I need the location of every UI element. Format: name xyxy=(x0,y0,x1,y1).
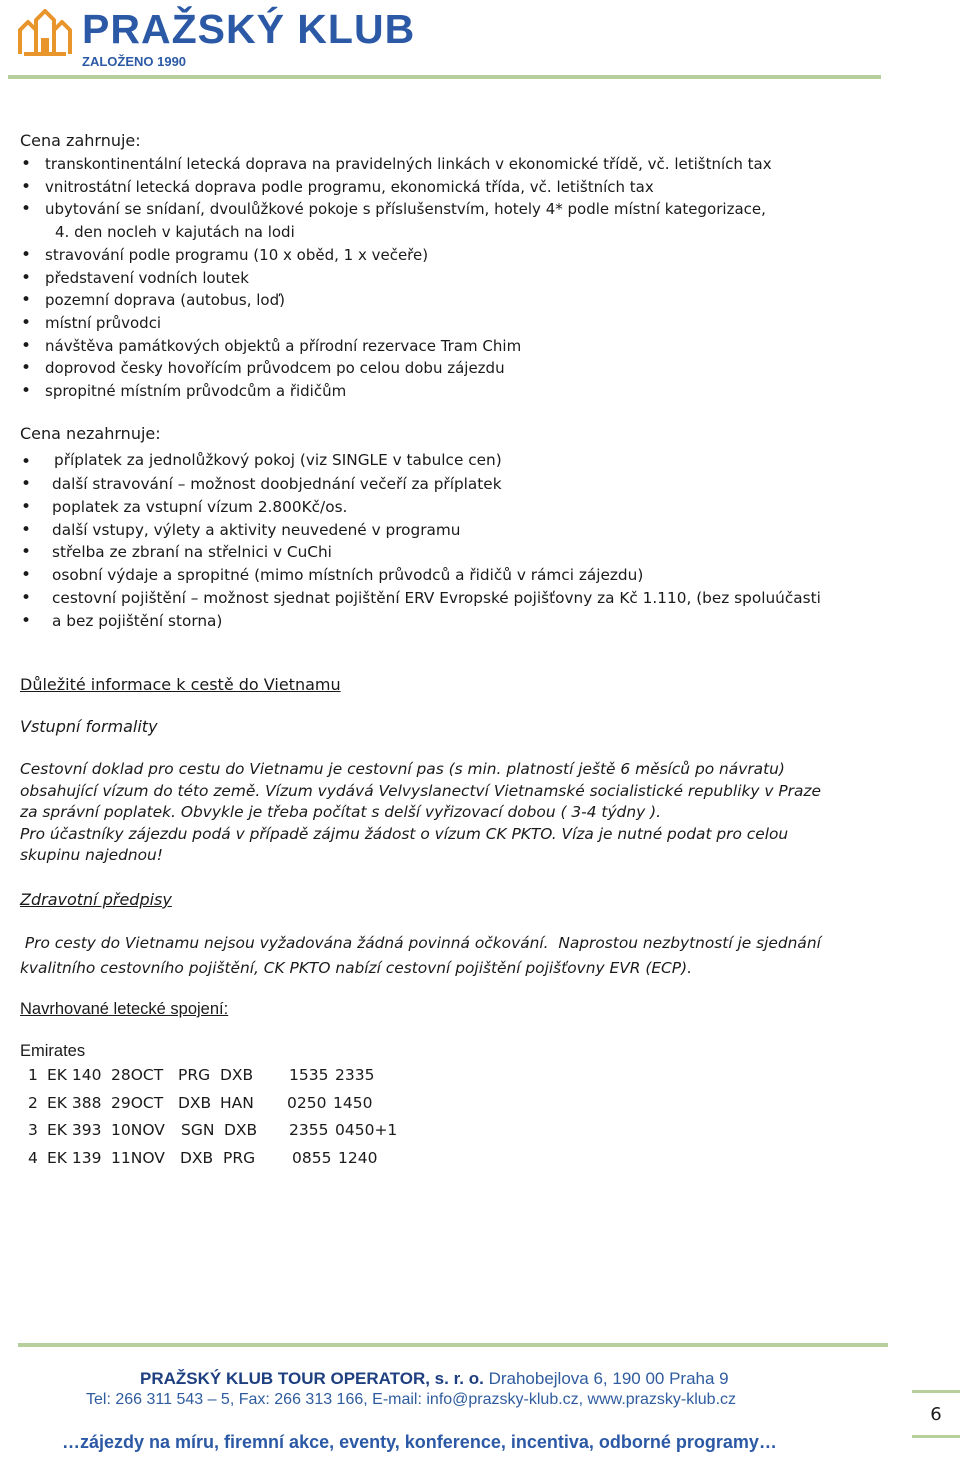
flight-from: DXB xyxy=(178,1093,212,1112)
entry-heading: Vstupní formality xyxy=(20,717,158,736)
list-item: • další vstupy, výlety a aktivity neuvedené v programu xyxy=(20,519,821,542)
footer-address: Drahobejlova 6, 190 00 Praha 9 xyxy=(488,1369,729,1388)
flights-heading: Navrhované letecké spojení: xyxy=(20,1000,229,1018)
excluded-section xyxy=(20,423,821,633)
flight-arrival: 1450 xyxy=(333,1093,373,1112)
footer-company-line xyxy=(140,1369,729,1389)
page-number-box xyxy=(912,1390,960,1438)
included-section xyxy=(20,130,772,403)
list-item: • další stravování – možnost doobjednání večeří za příplatek xyxy=(20,473,821,496)
included-list xyxy=(20,153,772,403)
flight-number-index: 1 xyxy=(28,1066,38,1084)
list-item: • místní průvodci xyxy=(20,312,772,335)
entry-line: Pro účastníky zájezdu podá v případě zájmu žádost o vízum CK PKTO. Víza je nutné podat pro celou xyxy=(20,824,789,843)
list-item: • představení vodních loutek xyxy=(20,267,772,290)
flight-number-index: 3 xyxy=(28,1121,38,1140)
flight-to: DXB xyxy=(224,1121,258,1140)
flight-code: EK 393 xyxy=(47,1121,102,1140)
excluded-heading: Cena nezahrnuje: xyxy=(20,424,161,443)
health-line: Pro cesty do Vietnamu nejsou vyžadována žádná povinná očkování. Naprostou nezbytností je sjednání xyxy=(20,934,821,952)
health-paragraph xyxy=(20,931,821,981)
flight-date: 10NOV xyxy=(111,1121,165,1140)
flight-to: DXB xyxy=(220,1066,254,1084)
flight-arrival: 0450+1 xyxy=(335,1121,398,1140)
list-item: • stravování podle programu (10 x oběd, 1 x večeře) xyxy=(20,244,772,267)
flight-arrival: 1240 xyxy=(338,1149,378,1168)
included-heading: Cena zahrnuje: xyxy=(20,131,141,150)
footer-company: PRAŽSKÝ KLUB TOUR OPERATOR, s. r. o. xyxy=(140,1369,484,1388)
list-item: • cestovní pojištění – možnost sjednat pojištění ERV Evropské pojišťovny za Kč 1.110, (bez spoluúčasti xyxy=(20,587,821,610)
flight-date: 11NOV xyxy=(111,1149,165,1168)
list-item: • transkontinentální letecká doprava na pravidelných linkách v ekonomické třídě, vč. letištních tax xyxy=(20,153,772,176)
list-item: • spropitné místním průvodcům a řidičům xyxy=(20,380,772,403)
flight-departure: 2355 xyxy=(289,1121,329,1140)
airline-name: Emirates xyxy=(20,1042,86,1060)
flight-date: 29OCT xyxy=(111,1093,164,1112)
footer-contacts: Tel: 266 311 543 – 5, Fax: 266 313 166, E-mail: info@prazsky-klub.cz, www.prazsky-klub.cz xyxy=(86,1391,737,1408)
entry-line: skupinu najednou! xyxy=(20,846,163,864)
flight-from: SGN xyxy=(181,1121,215,1140)
flight-number-index: 4 xyxy=(28,1149,38,1168)
health-heading: Zdravotní předpisy xyxy=(20,890,172,909)
logo-subtitle: ZALOŽENO 1990 xyxy=(82,54,187,69)
entry-line: za správní poplatek. Obvykle je třeba počítat s delší vyřizovací dobou ( 3-4 týdny ). xyxy=(20,803,661,821)
flight-code: EK 388 xyxy=(47,1093,102,1112)
flight-departure: 0855 xyxy=(292,1149,332,1168)
list-item: • osobní výdaje a spropitné (mimo místních průvodců a řidičů v rámci zájezdu) xyxy=(20,564,821,587)
entry-line: obsahující vízum do této země. Vízum vydává Velvyslanectví Vietnamské socialistické republiky v Praze xyxy=(20,781,821,800)
list-item: • střelba ze zbraní na střelnici v CuChi xyxy=(20,541,821,564)
list-item: • vnitrostátní letecká doprava podle programu, ekonomická třída, vč. letištních tax xyxy=(20,176,772,199)
info-heading: Důležité informace k cestě do Vietnamu xyxy=(20,675,341,694)
list-item: • návštěva památkových objektů a přírodní rezervace Tram Chim xyxy=(20,335,772,358)
health-line: kvalitního cestovního pojištění, CK PKTO nabízí cestovní pojištění pojišťovny EVR (ECP). xyxy=(20,959,692,977)
list-item: • doprovod česky hovořícím průvodcem po celou dobu zájezdu xyxy=(20,357,772,380)
flight-from: PRG xyxy=(178,1066,211,1084)
flight-from: DXB xyxy=(180,1149,214,1168)
list-item-continuation: • a bez pojištění storna) xyxy=(20,610,821,633)
list-item: 4. den nocleh v kajutách na lodi xyxy=(55,223,295,242)
flight-date: 28OCT xyxy=(111,1066,164,1084)
flight-number-index: 2 xyxy=(28,1093,38,1112)
flight-code: EK 140 xyxy=(47,1066,102,1084)
flight-departure: 1535 xyxy=(289,1066,329,1084)
header-divider xyxy=(8,75,881,79)
flight-departure: 0250 xyxy=(287,1093,327,1112)
list-item: • ubytování se snídaní, dvoulůžkové pokoje s příslušenstvím, hotely 4* podle místní kategorizace, xyxy=(20,198,772,221)
excluded-list xyxy=(20,447,821,633)
list-item: • příplatek za jednolůžkový pokoj (viz SINGLE v tabulce cen) xyxy=(20,447,821,473)
entry-line: Cestovní doklad pro cestu do Vietnamu je cestovní pas (s min. platností ještě 6 měsíců po návratu) xyxy=(20,760,785,778)
logo-title: PRAŽSKÝ KLUB xyxy=(82,6,416,52)
list-item: • pozemní doprava (autobus, loď) xyxy=(20,289,772,312)
flight-code: EK 139 xyxy=(47,1149,102,1168)
flight-arrival: 2335 xyxy=(335,1066,375,1084)
flight-to: HAN xyxy=(220,1093,254,1112)
entry-paragraph xyxy=(20,759,821,867)
prague-castle-icon xyxy=(16,8,74,60)
list-item: • poplatek za vstupní vízum 2.800Kč/os. xyxy=(20,496,821,519)
flight-to: PRG xyxy=(223,1149,256,1168)
company-logo xyxy=(16,6,436,72)
page-number: 6 xyxy=(930,1404,942,1425)
footer-tagline: …zájezdy na míru, firemní akce, eventy, konference, incentiva, odborné programy… xyxy=(62,1432,777,1452)
footer-divider xyxy=(18,1343,888,1347)
